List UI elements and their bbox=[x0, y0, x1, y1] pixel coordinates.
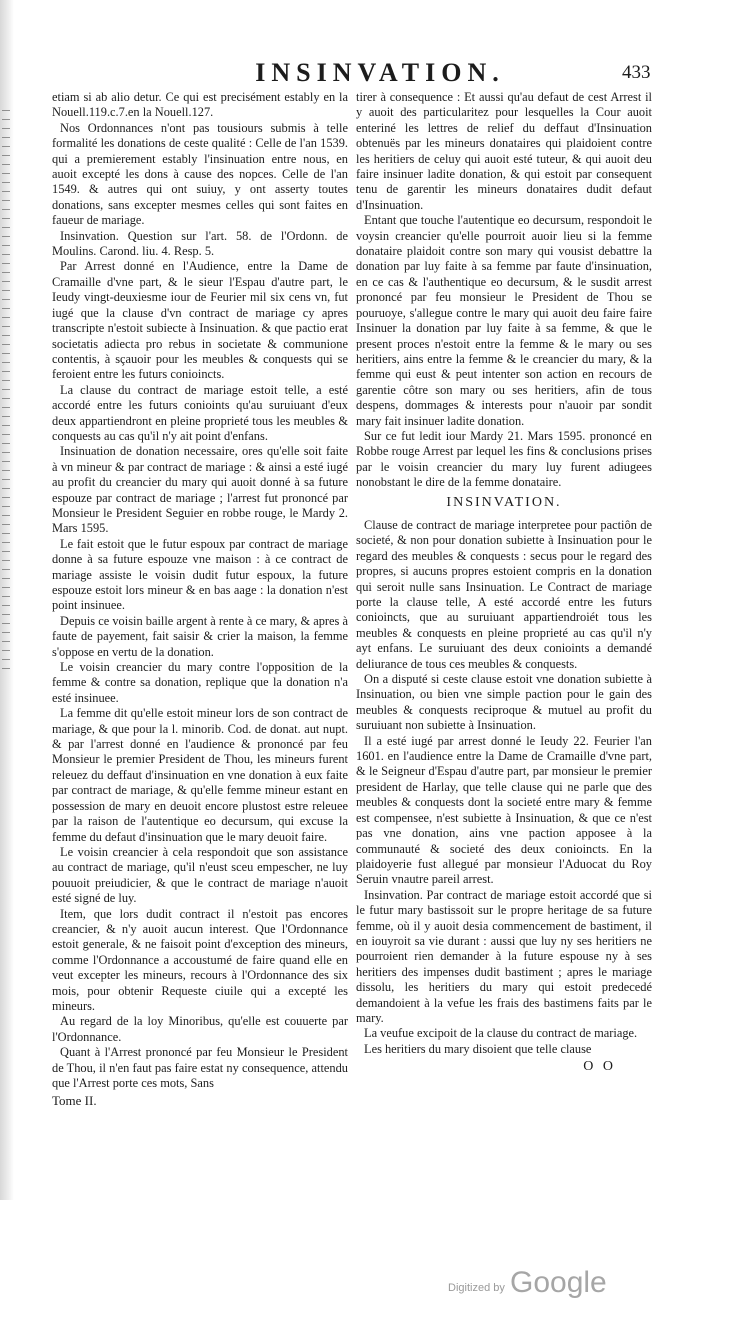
paragraph: La femme dit qu'elle estoit mineur lors de son contract de mariage, & que pour la l. minorib. Cod. de donat. aut nupt. & par l'arrest donné en l'audience & prononcé par feu Monsieur le premier President de Thou, les mineurs furent releuez du deffaut d'insinuation en vne donation à eux faite par contract de mariage, & qu'elle femme mineur estant en possession de mary en deuoit encore plustost estre releuee par la raison de l'autentique eo decursum, qui excuse la femme du defaut d'insinuation que le mary deuoit faire. bbox=[52, 706, 348, 844]
paragraph: Insinvation. Question sur l'art. 58. de l'Ordonn. de Moulins. Carond. liu. 4. Resp. 5. bbox=[52, 228, 348, 259]
paragraph: Le voisin creancier du mary contre l'opposition de la femme & contre sa donation, replique que la donation n'a esté insinuee. bbox=[52, 660, 348, 705]
paragraph: Insinuation de donation necessaire, ores qu'elle soit faite à vn mineur & par contract de mariage : & ainsi a esté iugé au profit du creancier du mary qui auoit donné à sa future espouze par contract de mariage ; l'arrest fut prononcé par Monsieur le President Seguier en robbe rouge, le Mardy 2. Mars 1595. bbox=[52, 444, 348, 536]
paragraph: Sur ce fut ledit iour Mardy 21. Mars 1595. prononcé en Robbe rouge Arrest par lequel les fins & conclusions prises par le voisin creancier du mary luy furent adiugees nonobstant le dire de la femme donataire. bbox=[356, 428, 652, 490]
left-column bbox=[52, 90, 348, 1109]
paragraph: Depuis ce voisin baille argent à rente à ce mary, & apres à faute de payement, fait saisir & crier la maison, la femme s'oppose en vertu de la donation. bbox=[52, 613, 348, 659]
google-logo: Google bbox=[510, 1266, 607, 1299]
right-column bbox=[356, 90, 652, 1075]
paragraph: Quant à l'Arrest prononcé par feu Monsieur le President de Thou, il n'en faut pas faire estat ny consequence, attendu que l'Arrest porte ces mots, Sans bbox=[52, 1045, 348, 1090]
paragraph: Il a esté iugé par arrest donné le Ieudy 22. Feurier l'an 1601. en l'audience entre la Dame de Cramaille d'vne part, & le Seigneur d'Espau d'autre part, par monsieur le premier president de Harlay, que telle clause qui ne parle que des meubles & conquests dont la societé entre mary & femme est compensee, n'est subiette à Insinuation, & que ce n'est pas vne donation, ains vne paction apposee à la communauté & societé des deux conioincts. En la plaidoyerie fust allegué par monsieur l'Aduocat du Roy Seruin vnautre pareil arrest. bbox=[356, 733, 652, 887]
paragraph: Clause de contract de mariage interpretee pour pactiôn de societé, & non pour donation subiette à Insinuation pour le regard des meubles & conquests : secus pour le regard des propres, si aucuns propres estoient compris en la donation qui seroit nulle sans Insinuation. Le Contract de mariage porte la clause telle, A esté accordé entre les futurs conioincts, que au suruiuant appartiendroiét tous les meubles & conquests en pleine proprieté au cas qu'il n'y ayt enfans. Le suruiuant des deux conioints a demandé deliurance de tous ces meubles & conquests. bbox=[356, 517, 652, 671]
paragraph: Le fait estoit que le futur espoux par contract de mariage donne à sa future espouze vne maison : à ce contract de mariage assiste le voisin dudit futur espoux, la future espouze estoit lors mineur & en bas aage : la donation n'est point insinuee. bbox=[52, 536, 348, 613]
page-header bbox=[40, 58, 680, 86]
paragraph: tirer à consequence : Et aussi qu'au defaut de cest Arrest il y auoit des particularitez pour lesquelles la Cour auoit enteriné les lettres de relief du deffaut d'Insinuation obtenuës par les mineurs donataires qui plaidoient contre les heritiers de celuy qui auoit esté tuteur, & qui auoit deu faire insinuer ladite donation, & qui estoit par consequent tenu de garentir les mineurs donataires dudit defaut d'Insinuation. bbox=[356, 90, 652, 212]
paragraph: Entant que touche l'autentique eo decursum, respondoit le voysin creancier qu'elle pourroit auoir lieu si la femme donataire plaidoit contre son mary qui vousist debattre la donation par luy faite à sa femme par faute d'insinuation, en ce cas & l'authentique eo decursum, & le susdit arrest prononcé par feu monsieur le President de Thou se pouruoye, s'allegue contre le mary qui auoit deu faire faire Insinuer la donation par luy faite à sa femme, & que le present proces n'estoit entre la femme & le mary ou ses heritiers, ains entre la femme & le creancier du mary, & la femme qui eust & peut intenter son action en recours de garentie côtre son mary ou ses heritiers, afin de tous despens, dommages & interests pour n'auoir par sondit mary fait insinuer ladite donation. bbox=[356, 213, 652, 428]
paragraph: Le voisin creancier à cela respondoit que son assistance au contract de mariage, qu'il n'eust sceu empescher, ne luy pouuoit preiudicier, & que le contract de mariage n'auoit esté signé de luy. bbox=[52, 844, 348, 906]
volume-label: Tome II. bbox=[52, 1093, 97, 1109]
paragraph: Nos Ordonnances n'ont pas tousiours submis à telle formalité les donations de ceste qualité : Celle de l'an 1539. qui a premierement estably l'insinuation entre nous, en auoit excepté les dons à cause des nopces. Celle de l'an 1549. & autres qui ont suiuy, y ont asserty toutes donations, sans excepter mesmes celles qui sont faites en faueur de mariage. bbox=[52, 120, 348, 228]
paragraph: Les heritiers du mary disoient que telle clause bbox=[364, 1041, 592, 1056]
watermark-prefix: Digitized by bbox=[448, 1282, 505, 1294]
paragraph: Insinvation. Par contract de mariage estoit accordé que si le futur mary bastissoit sur le propre heritage de sa future femme, où il y auoit desia commencement de bastiment, il en iouyroit sa vie durant : aussi que luy ny ses heritiers ne pourroient rien demander à la future espouse ny à ses heritiers des impenses dudit bastiment ; apres le mariage dissolu, les heritiers du mary qui estoit predecedé demandoient à la vefue les frais des bastimens faits par le mary. bbox=[356, 887, 652, 1025]
paragraph: Au regard de la loy Minoribus, qu'elle est couuerte par l'Ordonnance. bbox=[52, 1014, 348, 1044]
paragraph: etiam si ab alio detur. Ce qui est precisément estably en la Nouell.119.c.7.en la Nouell.127. bbox=[52, 90, 348, 120]
page-number: 433 bbox=[622, 62, 651, 83]
facing-page-edge-text bbox=[2, 110, 10, 670]
signature-line bbox=[52, 1093, 348, 1108]
digitized-watermark bbox=[448, 1266, 628, 1306]
paragraph: Item, que lors dudit contract il n'estoit pas encores creancier, & n'y auoit aucun interest. Que l'Ordonnance estoit generale, & ne faisoit point d'exception des mineurs, comme l'Ordonnance a accoustumé de faire quand elle en veut excepter les mineurs, recours à l'Ordonnance des six mois, pour obtenir Requeste ciuile qui a excepté les mineurs. bbox=[52, 906, 348, 1013]
section-heading: INSINVATION. bbox=[446, 494, 562, 510]
signature-mark: O O bbox=[583, 1059, 616, 1075]
paragraph: La veufue excipoit de la clause du contract de mariage. bbox=[364, 1026, 638, 1041]
paragraph: Par Arrest donné en l'Audience, entre la Dame de Cramaille d'vne part, & le sieur l'Espau d'autre part, le Ieudy vingt-deuxiesme iour de Feurier mil six cens vn, fut iugé que la clause d'vn contract de mariage cy apres transcripte n'estoit subiecte à Insinuation. & que pactio erat societatis adiecta pro rebus in societate & communione contentis, à sçauoir pour les meubles & conquests qui se feroient entre les futurs conioincts. bbox=[52, 259, 348, 382]
paragraph: La clause du contract de mariage estoit telle, a esté accordé entre les futurs conioints qu'au suruiuant d'eux deux appartiendront en pleine proprieté tous les meubles & conquests au cas qu'il n'y ait point d'enfans. bbox=[52, 382, 348, 443]
running-title: INSINVATION. bbox=[255, 58, 505, 87]
paragraph: On a disputé si ceste clause estoit vne donation subiette à Insinuation, ou bien vne simple paction pour le gain des meubles & conquests reciproque & mutuel au profit du suruiuant non subiette à Insinuation. bbox=[356, 672, 652, 733]
page-edge bbox=[0, 0, 14, 1200]
